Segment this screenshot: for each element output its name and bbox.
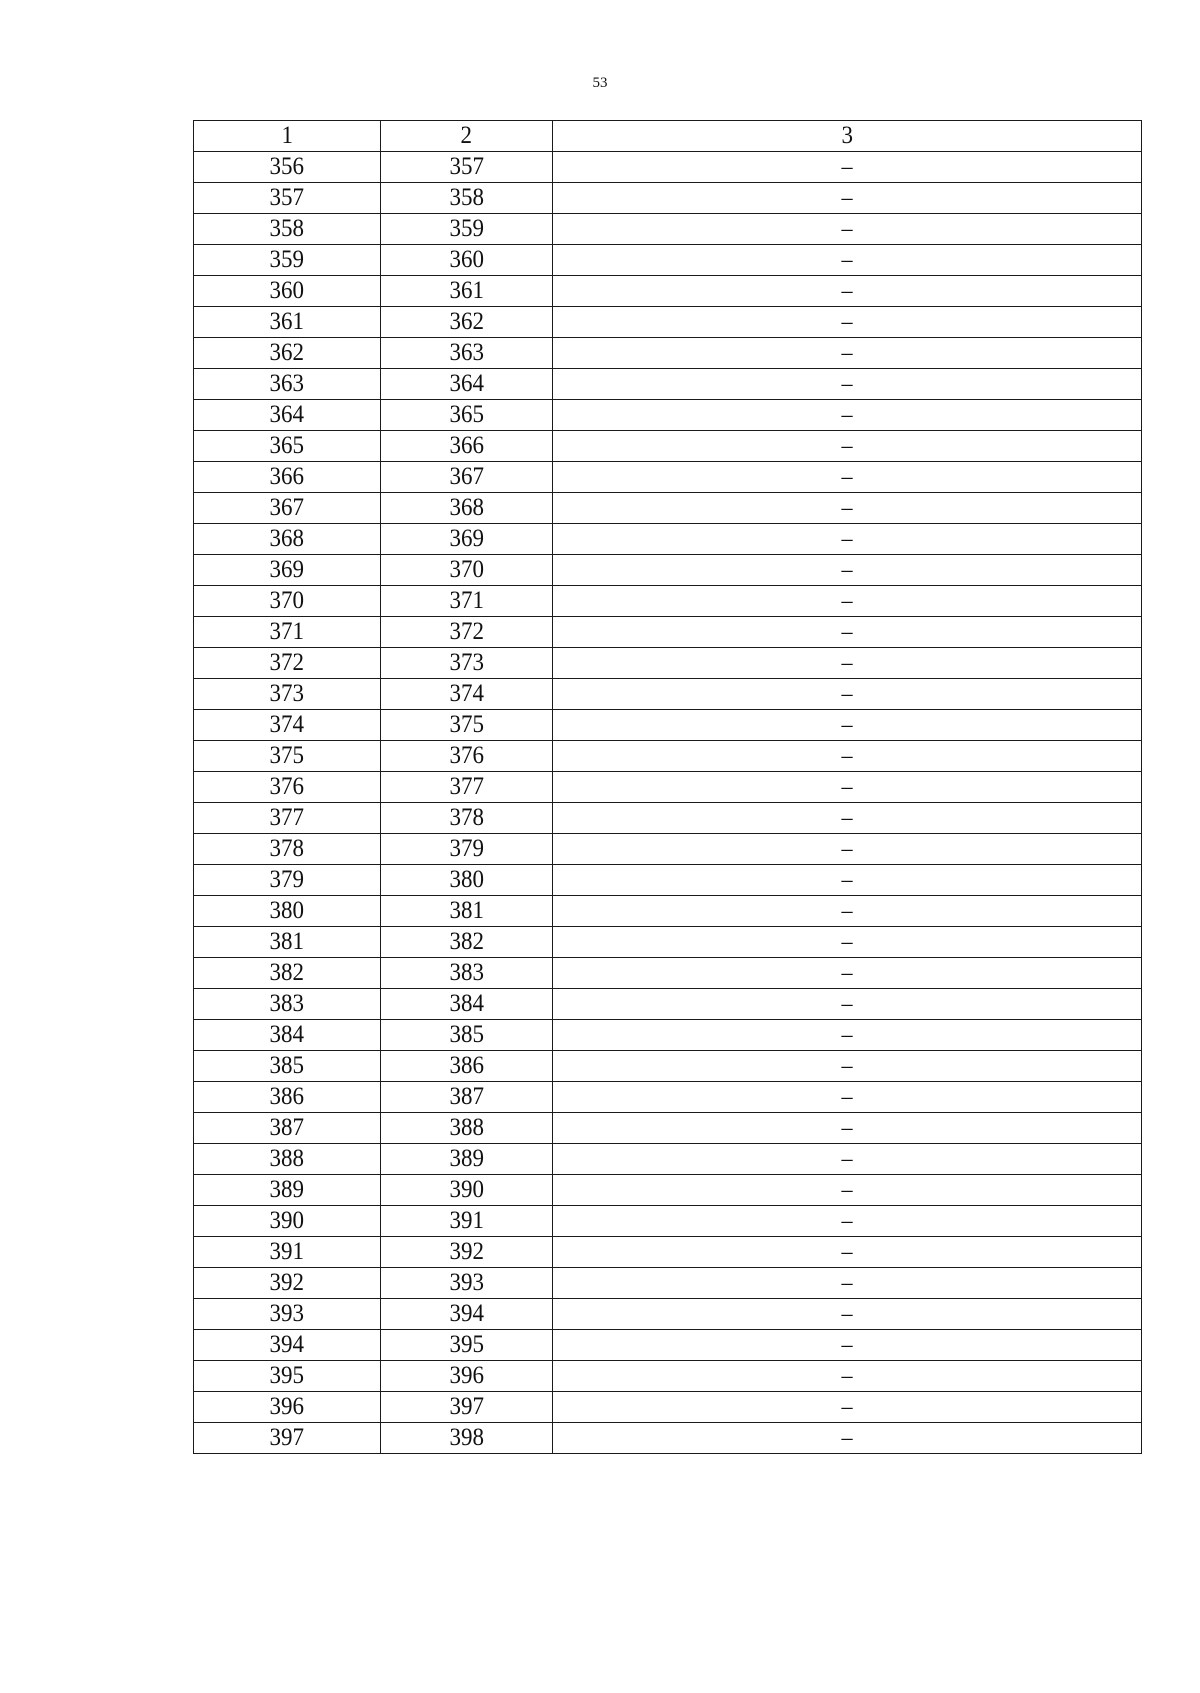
cell-col2: 374 xyxy=(381,679,553,710)
cell-col3: – xyxy=(553,927,1142,958)
cell-col3: – xyxy=(553,369,1142,400)
cell-col1: 382 xyxy=(194,958,381,989)
cell-col2: 364 xyxy=(381,369,553,400)
cell-col2: 393 xyxy=(381,1268,553,1299)
cell-col3: – xyxy=(553,1206,1142,1237)
cell-col2: 368 xyxy=(381,493,553,524)
cell-col3: – xyxy=(553,834,1142,865)
table-row xyxy=(194,958,1142,989)
cell-col2: 367 xyxy=(381,462,553,493)
cell-col1: 369 xyxy=(194,555,381,586)
cell-col3: – xyxy=(553,400,1142,431)
table-row xyxy=(194,462,1142,493)
cell-col2: 387 xyxy=(381,1082,553,1113)
cell-col1: 370 xyxy=(194,586,381,617)
cell-col1: 392 xyxy=(194,1268,381,1299)
header-cell-col3: 3 xyxy=(553,121,1142,152)
cell-col2: 359 xyxy=(381,214,553,245)
cell-col3: – xyxy=(553,1020,1142,1051)
table-row xyxy=(194,152,1142,183)
cell-col2: 392 xyxy=(381,1237,553,1268)
table-row xyxy=(194,1051,1142,1082)
cell-col1: 364 xyxy=(194,400,381,431)
cell-col1: 357 xyxy=(194,183,381,214)
cell-col2: 389 xyxy=(381,1144,553,1175)
cell-col1: 376 xyxy=(194,772,381,803)
cell-col3: – xyxy=(553,772,1142,803)
cell-col1: 372 xyxy=(194,648,381,679)
cell-col1: 374 xyxy=(194,710,381,741)
cell-col3: – xyxy=(553,1082,1142,1113)
table-header-row xyxy=(194,121,1142,152)
cell-col2: 371 xyxy=(381,586,553,617)
cell-col2: 366 xyxy=(381,431,553,462)
cell-col1: 371 xyxy=(194,617,381,648)
table-row xyxy=(194,1144,1142,1175)
table-row xyxy=(194,586,1142,617)
cell-col3: – xyxy=(553,1361,1142,1392)
table-row xyxy=(194,524,1142,555)
cell-col2: 375 xyxy=(381,710,553,741)
cell-col1: 380 xyxy=(194,896,381,927)
cell-col2: 391 xyxy=(381,1206,553,1237)
cell-col3: – xyxy=(553,617,1142,648)
table-row xyxy=(194,772,1142,803)
table-body xyxy=(194,121,1142,1454)
table-row xyxy=(194,1330,1142,1361)
cell-col2: 397 xyxy=(381,1392,553,1423)
cell-col1: 396 xyxy=(194,1392,381,1423)
cell-col2: 383 xyxy=(381,958,553,989)
table-row xyxy=(194,1392,1142,1423)
cell-col2: 398 xyxy=(381,1423,553,1454)
cell-col1: 379 xyxy=(194,865,381,896)
cell-col1: 386 xyxy=(194,1082,381,1113)
cell-col3: – xyxy=(553,524,1142,555)
cell-col3: – xyxy=(553,462,1142,493)
table-row xyxy=(194,1268,1142,1299)
cell-col1: 366 xyxy=(194,462,381,493)
cell-col2: 388 xyxy=(381,1113,553,1144)
table-row xyxy=(194,214,1142,245)
table-row xyxy=(194,245,1142,276)
cell-col3: – xyxy=(553,679,1142,710)
table-row xyxy=(194,431,1142,462)
cell-col2: 385 xyxy=(381,1020,553,1051)
cell-col2: 376 xyxy=(381,741,553,772)
table-row xyxy=(194,276,1142,307)
cell-col1: 397 xyxy=(194,1423,381,1454)
cell-col1: 361 xyxy=(194,307,381,338)
cell-col3: – xyxy=(553,648,1142,679)
cell-col1: 381 xyxy=(194,927,381,958)
cell-col1: 367 xyxy=(194,493,381,524)
page-number: 53 xyxy=(592,75,608,91)
cell-col2: 386 xyxy=(381,1051,553,1082)
table-row xyxy=(194,1113,1142,1144)
cell-col3: – xyxy=(553,493,1142,524)
cell-col2: 378 xyxy=(381,803,553,834)
table-row xyxy=(194,741,1142,772)
cell-col3: – xyxy=(553,896,1142,927)
table-row xyxy=(194,679,1142,710)
table-row xyxy=(194,555,1142,586)
cell-col2: 362 xyxy=(381,307,553,338)
cell-col3: – xyxy=(553,338,1142,369)
cell-col1: 362 xyxy=(194,338,381,369)
cell-col2: 377 xyxy=(381,772,553,803)
table-row xyxy=(194,1423,1142,1454)
cell-col1: 388 xyxy=(194,1144,381,1175)
cell-col2: 360 xyxy=(381,245,553,276)
cell-col3: – xyxy=(553,865,1142,896)
cell-col1: 373 xyxy=(194,679,381,710)
table-row xyxy=(194,896,1142,927)
cell-col2: 382 xyxy=(381,927,553,958)
table-row xyxy=(194,1206,1142,1237)
cell-col2: 379 xyxy=(381,834,553,865)
cell-col3: – xyxy=(553,1113,1142,1144)
cell-col1: 391 xyxy=(194,1237,381,1268)
header-cell-col1: 1 xyxy=(194,121,381,152)
cell-col1: 383 xyxy=(194,989,381,1020)
cell-col3: – xyxy=(553,1268,1142,1299)
cell-col1: 365 xyxy=(194,431,381,462)
table-row xyxy=(194,617,1142,648)
cell-col3: – xyxy=(553,989,1142,1020)
cell-col2: 390 xyxy=(381,1175,553,1206)
cell-col1: 368 xyxy=(194,524,381,555)
table-row xyxy=(194,710,1142,741)
cell-col3: – xyxy=(553,307,1142,338)
cell-col1: 358 xyxy=(194,214,381,245)
cell-col1: 387 xyxy=(194,1113,381,1144)
cell-col1: 375 xyxy=(194,741,381,772)
cell-col2: 372 xyxy=(381,617,553,648)
cell-col2: 361 xyxy=(381,276,553,307)
cell-col2: 370 xyxy=(381,555,553,586)
cell-col2: 384 xyxy=(381,989,553,1020)
cell-col1: 390 xyxy=(194,1206,381,1237)
cell-col2: 381 xyxy=(381,896,553,927)
table-row xyxy=(194,865,1142,896)
data-table xyxy=(193,120,1142,1454)
table-row xyxy=(194,989,1142,1020)
cell-col3: – xyxy=(553,555,1142,586)
table-row xyxy=(194,400,1142,431)
cell-col3: – xyxy=(553,710,1142,741)
table-row xyxy=(194,1020,1142,1051)
table-row xyxy=(194,1237,1142,1268)
cell-col2: 395 xyxy=(381,1330,553,1361)
header-cell-col2: 2 xyxy=(381,121,553,152)
cell-col1: 385 xyxy=(194,1051,381,1082)
cell-col3: – xyxy=(553,1051,1142,1082)
cell-col1: 360 xyxy=(194,276,381,307)
cell-col3: – xyxy=(553,958,1142,989)
cell-col2: 380 xyxy=(381,865,553,896)
cell-col2: 358 xyxy=(381,183,553,214)
cell-col1: 395 xyxy=(194,1361,381,1392)
table-row xyxy=(194,1361,1142,1392)
cell-col1: 394 xyxy=(194,1330,381,1361)
cell-col1: 384 xyxy=(194,1020,381,1051)
table-row xyxy=(194,307,1142,338)
cell-col3: – xyxy=(553,1392,1142,1423)
cell-col3: – xyxy=(553,152,1142,183)
table-row xyxy=(194,493,1142,524)
table-row xyxy=(194,369,1142,400)
cell-col2: 394 xyxy=(381,1299,553,1330)
cell-col2: 357 xyxy=(381,152,553,183)
cell-col2: 396 xyxy=(381,1361,553,1392)
cell-col3: – xyxy=(553,1237,1142,1268)
cell-col3: – xyxy=(553,1330,1142,1361)
cell-col3: – xyxy=(553,1299,1142,1330)
cell-col2: 369 xyxy=(381,524,553,555)
cell-col3: – xyxy=(553,276,1142,307)
cell-col1: 378 xyxy=(194,834,381,865)
table-row xyxy=(194,183,1142,214)
table-row xyxy=(194,927,1142,958)
cell-col1: 393 xyxy=(194,1299,381,1330)
cell-col3: – xyxy=(553,245,1142,276)
table-row xyxy=(194,803,1142,834)
cell-col3: – xyxy=(553,1144,1142,1175)
cell-col1: 389 xyxy=(194,1175,381,1206)
cell-col1: 359 xyxy=(194,245,381,276)
table-row xyxy=(194,1299,1142,1330)
table-row xyxy=(194,648,1142,679)
table-row xyxy=(194,1175,1142,1206)
cell-col3: – xyxy=(553,1175,1142,1206)
cell-col1: 377 xyxy=(194,803,381,834)
table-row xyxy=(194,338,1142,369)
cell-col2: 373 xyxy=(381,648,553,679)
cell-col3: – xyxy=(553,803,1142,834)
table-row xyxy=(194,834,1142,865)
cell-col3: – xyxy=(553,1423,1142,1454)
cell-col1: 356 xyxy=(194,152,381,183)
cell-col2: 363 xyxy=(381,338,553,369)
cell-col1: 363 xyxy=(194,369,381,400)
cell-col3: – xyxy=(553,586,1142,617)
cell-col3: – xyxy=(553,741,1142,772)
cell-col3: – xyxy=(553,431,1142,462)
cell-col3: – xyxy=(553,183,1142,214)
cell-col3: – xyxy=(553,214,1142,245)
table-row xyxy=(194,1082,1142,1113)
cell-col2: 365 xyxy=(381,400,553,431)
